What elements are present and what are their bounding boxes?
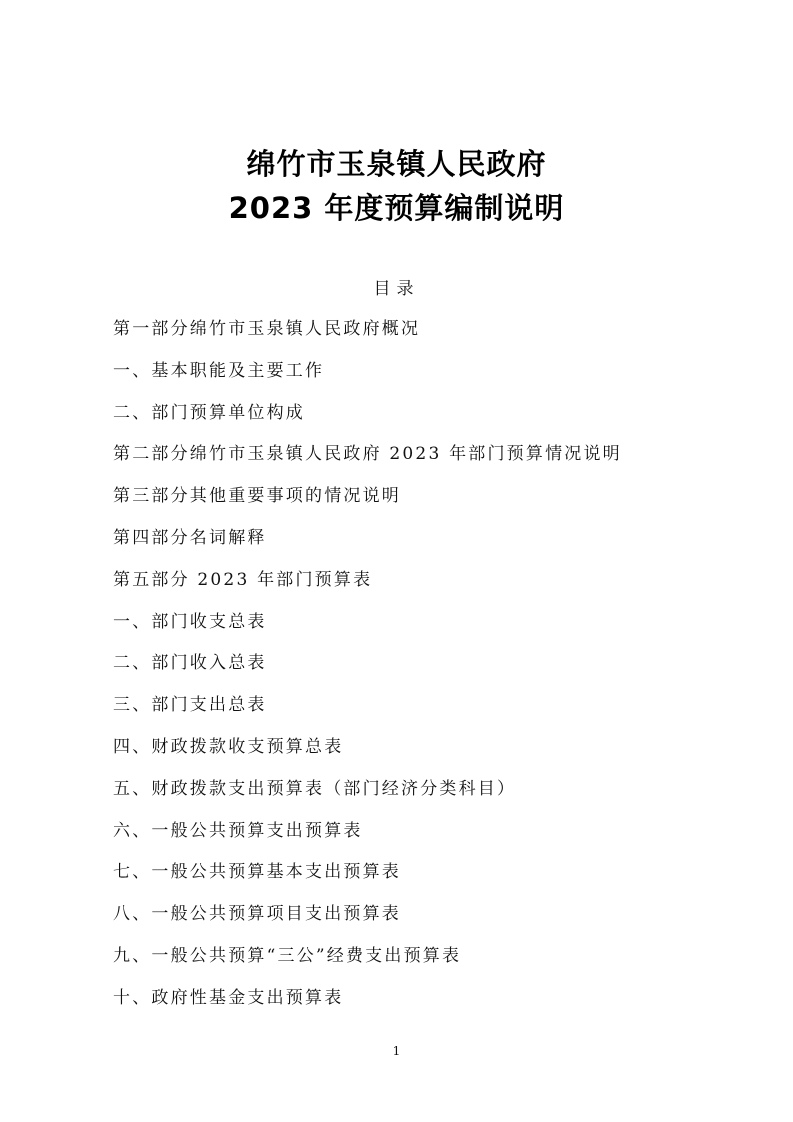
toc-item-part1-section2: 二、部门预算单位构成 bbox=[113, 402, 305, 423]
toc-item-table2: 二、部门收入总表 bbox=[113, 653, 267, 674]
toc-item-table5: 五、财政拨款支出预算表（部门经济分类科目） bbox=[113, 778, 517, 799]
toc-item-table1: 一、部门收支总表 bbox=[113, 611, 267, 632]
toc-item-part2: 第二部分绵竹市玉泉镇人民政府 2023 年部门预算情况说明 bbox=[113, 444, 622, 465]
toc-item-table3: 三、部门支出总表 bbox=[113, 695, 267, 716]
toc-item-table10: 十、政府性基金支出预算表 bbox=[113, 987, 344, 1008]
toc-item-part1: 第一部分绵竹市玉泉镇人民政府概况 bbox=[113, 319, 421, 339]
toc-item-table8: 八、一般公共预算项目支出预算表 bbox=[113, 904, 401, 925]
table-of-contents bbox=[113, 313, 622, 1024]
toc-item-part3: 第三部分其他重要事项的情况说明 bbox=[113, 486, 401, 507]
toc-heading: 目录 bbox=[373, 279, 420, 299]
toc-item-table4: 四、财政拨款收支预算总表 bbox=[113, 736, 344, 757]
toc-item-part1-section1: 一、基本职能及主要工作 bbox=[113, 360, 325, 381]
toc-item-table7: 七、一般公共预算基本支出预算表 bbox=[113, 862, 401, 883]
toc-item-table6: 六、一般公共预算支出预算表 bbox=[113, 820, 363, 841]
document-subtitle: 2023 年度预算编制说明 bbox=[228, 191, 565, 225]
page-number: 1 bbox=[392, 1044, 401, 1058]
toc-item-part5: 第五部分 2023 年部门预算表 bbox=[113, 569, 373, 590]
document-title: 绵竹市玉泉镇人民政府 bbox=[246, 147, 547, 181]
toc-item-part4: 第四部分名词解释 bbox=[113, 527, 267, 548]
toc-item-table9: 九、一般公共预算“三公”经费支出预算表 bbox=[113, 945, 462, 966]
